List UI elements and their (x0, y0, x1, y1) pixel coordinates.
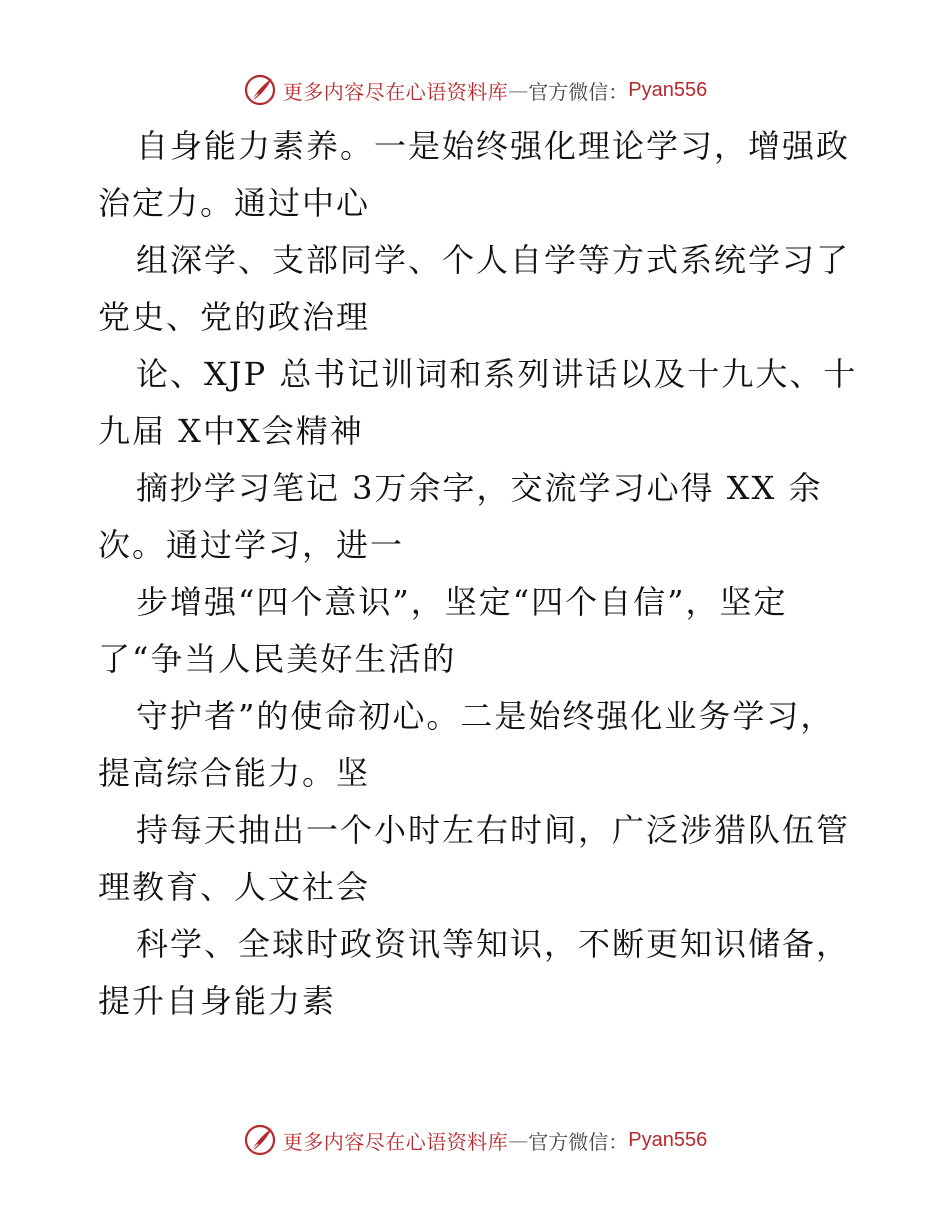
text-line: 提高综合能力。坚 (98, 754, 371, 792)
text-line: 科学、全球时政资讯等知识，不断更知识储备， (136, 925, 851, 963)
text-line: 党史、党的政治理 (98, 298, 371, 336)
header-wechat-label: 官方微信： (528, 79, 629, 104)
document-body (98, 118, 858, 1030)
text-line: 了“争当人民美好生活的 (98, 640, 457, 678)
header-separator: — (508, 78, 529, 102)
text-line: 理教育、人文社会 (98, 868, 371, 906)
page-footer (0, 1120, 950, 1160)
text-line: 论、XJP 总书记训词和系列讲话以及十九大、十 (136, 355, 858, 393)
text-line: 自身能力素养。一是始终强化理论学习，增强政 (136, 127, 851, 165)
text-line: 九届 X中X会精神 (98, 412, 364, 450)
footer-separator: — (508, 1128, 529, 1152)
footer-banner (243, 1123, 707, 1157)
header-brand-text: 更多内容尽在心语资料库 (282, 79, 509, 104)
text-line: 守护者”的使命初心。二是始终强化业务学习， (136, 697, 835, 735)
text-line: 组深学、支部同学、个人自学等方式系统学习了 (136, 241, 851, 279)
footer-brand-text: 更多内容尽在心语资料库 (282, 1129, 509, 1154)
text-line: 持每天抽出一个小时左右时间，广泛涉猎队伍管 (136, 811, 851, 849)
header-banner (243, 73, 707, 107)
footer-wechat-label: 官方微信： (528, 1129, 629, 1154)
text-line: 治定力。通过中心 (98, 184, 371, 222)
page-header (0, 70, 950, 110)
text-line: 提升自身能力素 (98, 982, 337, 1020)
feather-pen-logo-icon (243, 1123, 277, 1157)
text-line: 次。通过学习，进一 (98, 526, 405, 564)
feather-pen-logo-icon (243, 73, 277, 107)
text-line: 摘抄学习笔记 3万余字，交流学习心得 XX 余 (136, 469, 823, 507)
footer-wechat-id: Pyan556 (628, 1128, 708, 1151)
header-wechat-id: Pyan556 (628, 78, 708, 101)
text-line: 步增强“四个意识”，坚定“四个自信”，坚定 (136, 583, 788, 621)
